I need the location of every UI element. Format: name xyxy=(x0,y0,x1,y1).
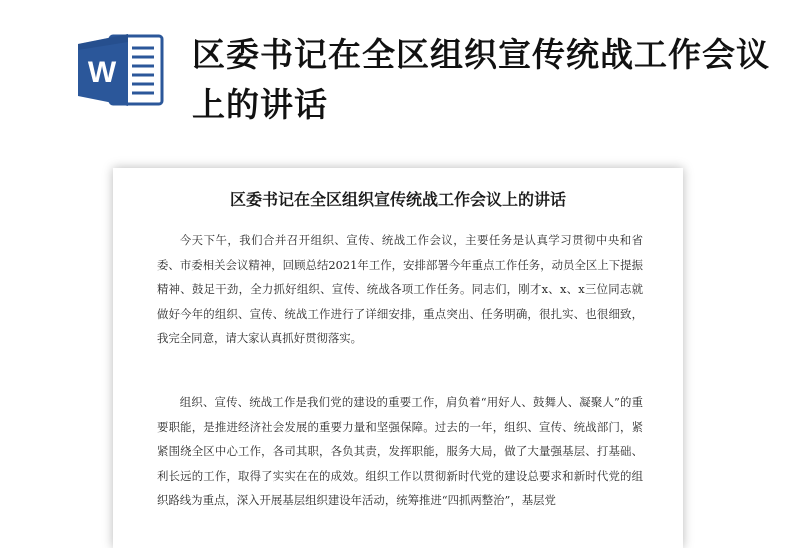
logo-letter: W xyxy=(87,56,117,89)
page-title: 区委书记在全区组织宣传统战工作会议上的讲话 xyxy=(192,35,770,124)
document-title: 区委书记在全区组织宣传统战工作会议上的讲话 xyxy=(229,190,566,209)
paragraph-1: 今天下午，我们合并召开组织、宣传、统战工作会议，主要任务是认真学习贯彻中央和省委、市委相关会议精神，回顾总结2021年工作，安排部署今年重点工作任务，动员全区上下提振精神、鼓足干劲，全力抓好组织、宣传、统战各项工作任务。同志们，刚才x、x、x三位同志就做好今年的组织、宣传、统战工作进行了详细安排，重点突出、任务明确，很扎实、也很细致，我完全同意，请大家认真抓好贯彻落实。 xyxy=(157,233,643,345)
header xyxy=(0,0,800,150)
paragraph-2: 组织、宣传、统战工作是我们党的建设的重要工作，肩负着“用好人、鼓舞人、凝聚人”的重要职能，是推进经济社会发展的重要力量和坚强保障。过去的一年，组织、宣传、统战部门，紧紧围绕全区中心工作，各司其职，各负其责，发挥职能，服务大局，做了大量强基层、打基础、利长远的工作，取得了实实在在的成效。组织工作以贯彻新时代党的建设总要求和新时代党的组织路线为重点，深入开展基层组织建设年活动，统筹推进“四抓两整治”，基层党 xyxy=(157,395,643,507)
document-page xyxy=(113,168,683,548)
word-document-icon xyxy=(76,32,164,108)
